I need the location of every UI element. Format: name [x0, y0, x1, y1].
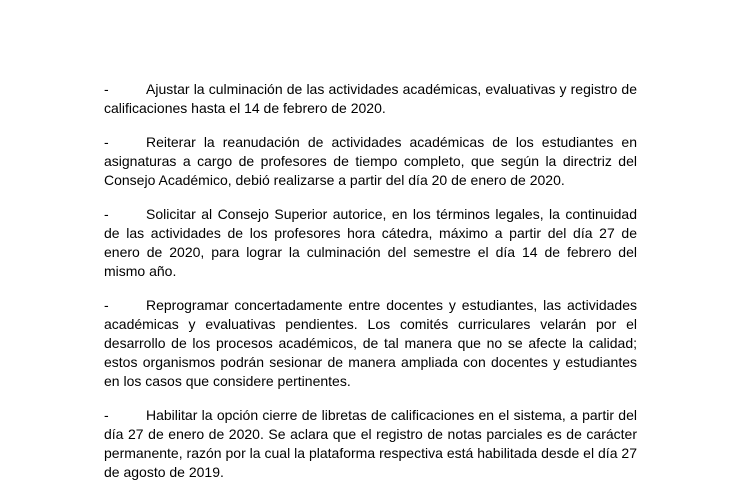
- paragraph: [104, 296, 637, 391]
- list-item: [104, 205, 637, 281]
- list-item: [104, 406, 637, 482]
- item-text: Ajustar la culminación de las actividades académicas, evaluativas y registro de calificaciones hasta el 14 de febrero de 2020.: [104, 81, 637, 116]
- bullet-dash: -: [104, 297, 109, 313]
- paragraph: [104, 80, 637, 118]
- bullet-dash: -: [104, 206, 109, 222]
- paragraph: [104, 406, 637, 482]
- bullet-dash: -: [104, 81, 109, 97]
- list-item: [104, 296, 637, 391]
- item-text: Reiterar la reanudación de actividades académicas de los estudiantes en asignaturas a cargo de profesores de tiempo completo, que según la directriz del Consejo Académico, debió realizarse a partir del día 20 de enero de 2020.: [104, 134, 637, 188]
- bullet-dash: -: [104, 134, 109, 150]
- directive-list: [104, 80, 637, 486]
- item-text: Habilitar la opción cierre de libretas de calificaciones en el sistema, a partir del día 27 de enero de 2020. Se aclara que el registro de notas parciales es de carácter permanente, razón por la cual la plataforma respectiva está habilitada desde el día 27 de agosto de 2019.: [104, 407, 637, 480]
- item-text: Reprogramar concertadamente entre docentes y estudiantes, las actividades académicas y evaluativas pendientes. Los comités curriculares velarán por el desarrollo de los procesos académicos, de tal manera que no se afecte la calidad; estos organismos podrán sesionar de manera ampliada con docentes y estudiantes en los casos que considere pertinentes.: [104, 297, 637, 389]
- list-item: [104, 80, 637, 118]
- paragraph: [104, 133, 637, 190]
- item-text: Solicitar al Consejo Superior autorice, en los términos legales, la continuidad de las actividades de los profesores hora cátedra, máximo a partir del día 27 de enero de 2020, para lograr la culminación del semestre el día 14 de febrero del mismo año.: [104, 206, 637, 279]
- bullet-dash: -: [104, 407, 109, 423]
- list-item: [104, 133, 637, 190]
- paragraph: [104, 205, 637, 281]
